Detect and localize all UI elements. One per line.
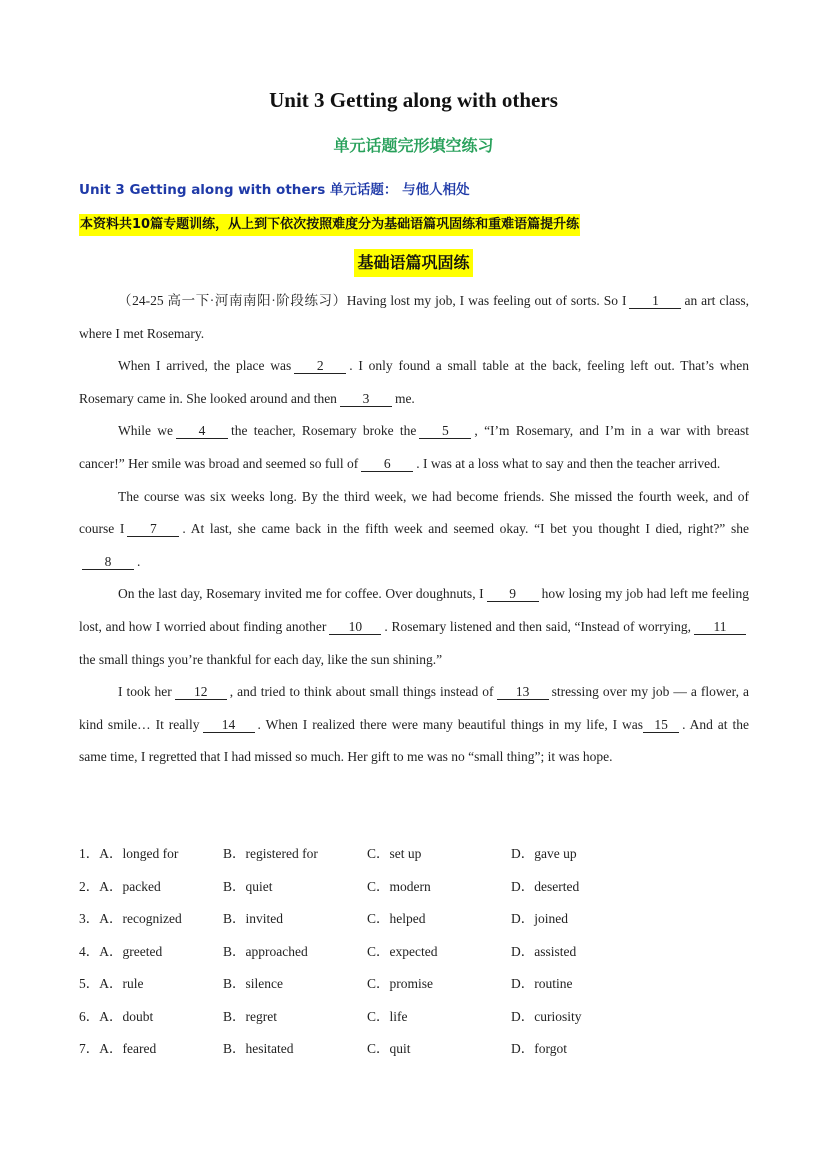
text: （24-25 高一下·河南南阳·阶段练习）Having lost my job, I was feeling out of sorts. So I [118, 293, 627, 308]
paragraph-4 [79, 481, 749, 579]
option-b: B．quiet [223, 878, 273, 894]
option-d: D．routine [511, 976, 573, 991]
highlight-notice: 本资料共10篇专题训练，从上到下依次按照难度分为基础语篇巩固练和重难语篇提升练 [79, 214, 580, 236]
text: me. [394, 390, 415, 406]
paragraph-2 [79, 350, 749, 415]
text: , “I’m Rosemary, and I’m in a war with breast cancer!” Her smile was broad and seemed so full of [79, 423, 749, 471]
option-c: C．life [367, 1008, 408, 1024]
text: . I only found a small table at the back, feeling left out. That’s when Rosemary came in. She looked around and then [79, 358, 750, 406]
blank-11: 11 [694, 620, 746, 635]
unit-topic: Unit 3 Getting along with others 单元话题： 与他人相处 [79, 182, 470, 198]
blank-8: 8 [82, 555, 134, 570]
section-heading-label: 基础语篇巩固练 [354, 249, 472, 277]
blank-5: 5 [419, 424, 471, 439]
paragraph-3 [79, 415, 749, 480]
option-c: C．helped [367, 911, 426, 926]
paragraph-5 [79, 578, 749, 676]
blank-7: 7 [127, 522, 179, 537]
cloze-passage [79, 285, 749, 774]
answer-options [79, 838, 749, 1066]
document-subtitle: 单元话题完形填空练习 [333, 136, 494, 155]
option-c: C．expected [367, 943, 438, 959]
option-row-4 [79, 936, 749, 969]
text: stressing over my job — a flower, a kind smile… It really [79, 684, 749, 732]
option-b: B．regret [223, 1008, 277, 1024]
option-row-6 [79, 1001, 749, 1034]
text: On the last day, Rosemary invited me for coffee. Over doughnuts, I [118, 586, 484, 602]
section-heading [0, 249, 827, 277]
blank-13: 13 [497, 685, 549, 700]
option-b: B．approached [223, 943, 308, 959]
blank-3: 3 [340, 392, 392, 407]
blank-14: 14 [203, 718, 255, 733]
text: how losing my job had left me feeling lost, and how I worried about finding another [79, 586, 749, 634]
option-row-3 [79, 903, 749, 936]
text: the teacher, Rosemary broke the [231, 423, 417, 439]
blank-15: 15 [643, 718, 679, 733]
paragraph-1 [79, 285, 749, 350]
text: . I was at a loss what to say and then the teacher arrived. [416, 455, 721, 471]
text: When I arrived, the place was [118, 358, 292, 374]
option-a: 2．A．packed [79, 878, 161, 894]
option-d: D．forgot [511, 1041, 567, 1056]
text: . At last, she came back in the fifth week and seemed okay. “I bet you thought I died, right?” she [182, 521, 749, 537]
option-c: C．set up [367, 846, 422, 861]
option-d: D．deserted [511, 878, 580, 894]
option-a: 7．A．feared [79, 1041, 157, 1056]
text: . When I realized there were many beautiful things in my life, I was [257, 716, 644, 732]
paragraph-6 [79, 676, 749, 774]
option-b: B．registered for [223, 846, 318, 861]
text: . Rosemary listened and then said, “Instead of worrying, [384, 618, 692, 634]
option-c: C．quit [367, 1041, 411, 1056]
option-row-5 [79, 968, 749, 1001]
text: The course was six weeks long. By the third week, we had become friends. She missed the fourth week, and of course I [79, 488, 749, 537]
text: . And at the same time, I regretted that I had missed so much. Her gift to me was no “small thing”; it was hope. [79, 716, 749, 765]
text: While we [118, 423, 174, 439]
option-row-2 [79, 871, 749, 904]
option-d: D．assisted [511, 943, 577, 959]
option-b: B．hesitated [223, 1041, 294, 1056]
option-a: 4．A．greeted [79, 943, 163, 959]
document-title: Unit 3 Getting along with others [269, 88, 558, 112]
option-b: B．silence [223, 976, 283, 991]
option-d: D．gave up [511, 846, 577, 861]
blank-1: 1 [629, 294, 681, 309]
option-d: D．joined [511, 911, 568, 926]
blank-12: 12 [175, 685, 227, 700]
blank-9: 9 [487, 587, 539, 602]
option-c: C．modern [367, 878, 431, 894]
option-b: B．invited [223, 911, 283, 926]
option-a: 1．A．longed for [79, 846, 179, 861]
text: the small things you’re thankful for each day, like the sun shining.” [79, 651, 443, 667]
blank-2: 2 [294, 359, 346, 374]
option-row-7 [79, 1033, 749, 1066]
text: . [137, 553, 141, 569]
option-a: 5．A．rule [79, 976, 144, 991]
option-row-1 [79, 838, 749, 871]
blank-10: 10 [329, 620, 381, 635]
text: an art class, where I met Rosemary. [79, 293, 749, 341]
option-c: C．promise [367, 976, 433, 991]
blank-6: 6 [361, 457, 413, 472]
option-a: 3．A．recognized [79, 911, 182, 926]
text: , and tried to think about small things instead of [229, 684, 494, 700]
option-a: 6．A．doubt [79, 1008, 154, 1024]
text: I took her [118, 684, 172, 700]
option-d: D．curiosity [511, 1008, 582, 1024]
blank-4: 4 [176, 424, 228, 439]
